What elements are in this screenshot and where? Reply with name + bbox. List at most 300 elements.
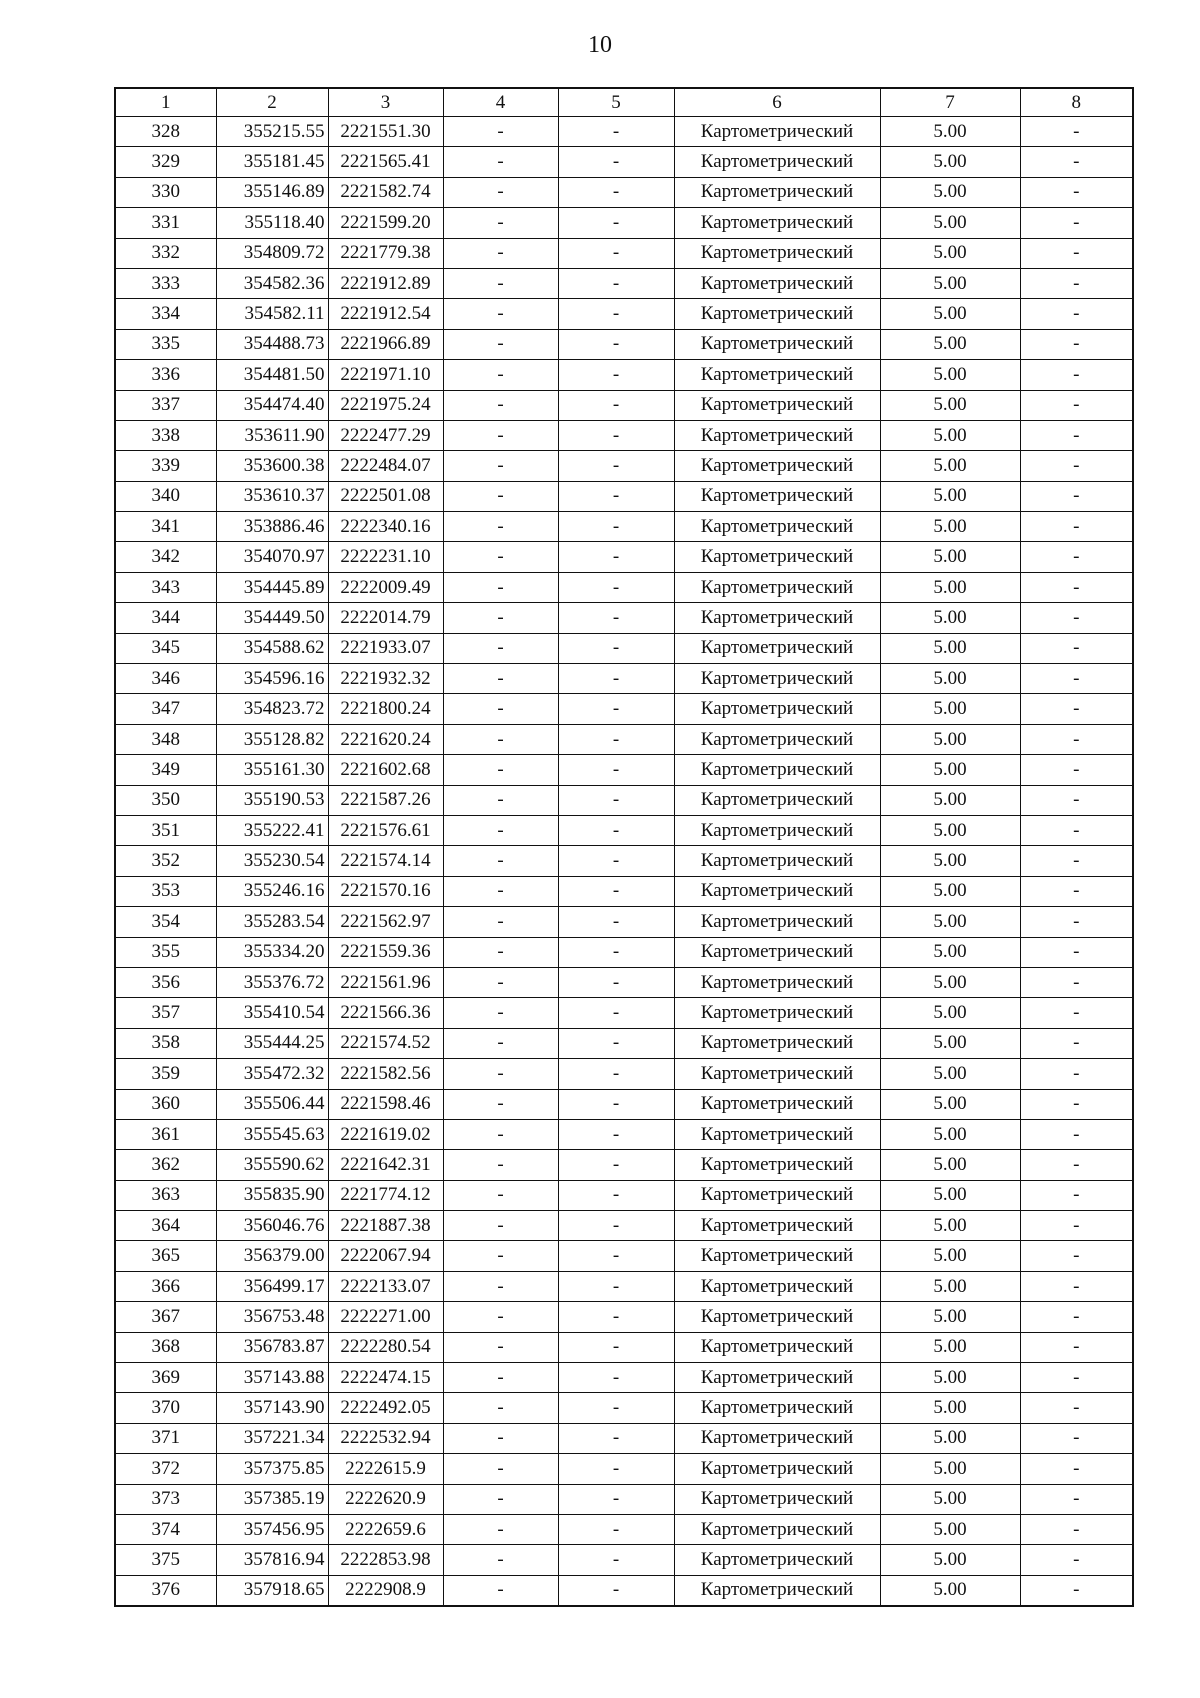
- table-row: [115, 1302, 1133, 1332]
- accuracy-cell: 5.00: [880, 572, 1020, 602]
- y-coordinate-cell: 2221599.20: [328, 208, 443, 238]
- point-number-cell: 361: [115, 1119, 216, 1149]
- col5-cell: -: [558, 694, 674, 724]
- y-coordinate-cell: 2221966.89: [328, 329, 443, 359]
- x-coordinate-cell: 355181.45: [216, 147, 328, 177]
- accuracy-cell: 5.00: [880, 1575, 1020, 1606]
- col8-cell: -: [1020, 1575, 1133, 1606]
- y-coordinate-cell: 2221620.24: [328, 724, 443, 754]
- method-cell: Картометрический: [674, 481, 880, 511]
- accuracy-cell: 5.00: [880, 329, 1020, 359]
- table-row: [115, 967, 1133, 997]
- point-number-cell: 355: [115, 937, 216, 967]
- col8-cell: -: [1020, 390, 1133, 420]
- x-coordinate-cell: 357143.90: [216, 1393, 328, 1423]
- col4-cell: -: [443, 481, 558, 511]
- x-coordinate-cell: 357816.94: [216, 1545, 328, 1575]
- col8-cell: -: [1020, 1180, 1133, 1210]
- point-number-cell: 356: [115, 967, 216, 997]
- point-number-cell: 359: [115, 1059, 216, 1089]
- accuracy-cell: 5.00: [880, 1302, 1020, 1332]
- col5-cell: -: [558, 846, 674, 876]
- col8-cell: -: [1020, 664, 1133, 694]
- col4-cell: -: [443, 117, 558, 147]
- accuracy-cell: 5.00: [880, 694, 1020, 724]
- accuracy-cell: 5.00: [880, 147, 1020, 177]
- accuracy-cell: 5.00: [880, 1028, 1020, 1058]
- table-row: [115, 1059, 1133, 1089]
- table-row: [115, 815, 1133, 845]
- col5-cell: -: [558, 1393, 674, 1423]
- y-coordinate-cell: 2221774.12: [328, 1180, 443, 1210]
- y-coordinate-cell: 2221642.31: [328, 1150, 443, 1180]
- col8-cell: -: [1020, 238, 1133, 268]
- col8-cell: -: [1020, 724, 1133, 754]
- accuracy-cell: 5.00: [880, 451, 1020, 481]
- point-number-cell: 349: [115, 755, 216, 785]
- point-number-cell: 369: [115, 1363, 216, 1393]
- point-number-cell: 353: [115, 876, 216, 906]
- point-number-cell: 339: [115, 451, 216, 481]
- col8-cell: -: [1020, 360, 1133, 390]
- accuracy-cell: 5.00: [880, 390, 1020, 420]
- method-cell: Картометрический: [674, 998, 880, 1028]
- y-coordinate-cell: 2221587.26: [328, 785, 443, 815]
- col4-cell: -: [443, 967, 558, 997]
- y-coordinate-cell: 2222271.00: [328, 1302, 443, 1332]
- col4-cell: -: [443, 512, 558, 542]
- col5-cell: -: [558, 1028, 674, 1058]
- col8-cell: -: [1020, 1150, 1133, 1180]
- table-row: [115, 907, 1133, 937]
- col4-cell: -: [443, 998, 558, 1028]
- table-row: [115, 542, 1133, 572]
- col8-cell: -: [1020, 572, 1133, 602]
- col5-cell: -: [558, 603, 674, 633]
- col5-cell: -: [558, 1180, 674, 1210]
- accuracy-cell: 5.00: [880, 967, 1020, 997]
- point-number-cell: 354: [115, 907, 216, 937]
- x-coordinate-cell: 354823.72: [216, 694, 328, 724]
- point-number-cell: 357: [115, 998, 216, 1028]
- col4-cell: -: [443, 1119, 558, 1149]
- col8-cell: -: [1020, 1271, 1133, 1301]
- col8-cell: -: [1020, 451, 1133, 481]
- col5-cell: -: [558, 329, 674, 359]
- x-coordinate-cell: 357385.19: [216, 1484, 328, 1514]
- accuracy-cell: 5.00: [880, 937, 1020, 967]
- table-row: [115, 1363, 1133, 1393]
- col5-cell: -: [558, 1119, 674, 1149]
- point-number-cell: 360: [115, 1089, 216, 1119]
- col4-cell: -: [443, 937, 558, 967]
- col5-cell: -: [558, 481, 674, 511]
- table-row: [115, 1393, 1133, 1423]
- table-row: [115, 876, 1133, 906]
- col8-cell: -: [1020, 694, 1133, 724]
- point-number-cell: 368: [115, 1332, 216, 1362]
- col4-cell: -: [443, 542, 558, 572]
- y-coordinate-cell: 2222853.98: [328, 1545, 443, 1575]
- col5-cell: -: [558, 117, 674, 147]
- col5-cell: -: [558, 937, 674, 967]
- table-row: [115, 846, 1133, 876]
- accuracy-cell: 5.00: [880, 177, 1020, 207]
- col4-cell: -: [443, 603, 558, 633]
- col5-cell: -: [558, 1271, 674, 1301]
- col5-cell: -: [558, 633, 674, 663]
- col5-cell: -: [558, 1454, 674, 1484]
- table-row: [115, 572, 1133, 602]
- y-coordinate-cell: 2222009.49: [328, 572, 443, 602]
- col5-cell: -: [558, 1211, 674, 1241]
- y-coordinate-cell: 2222067.94: [328, 1241, 443, 1271]
- table-row: [115, 299, 1133, 329]
- col4-cell: -: [443, 1089, 558, 1119]
- col5-cell: -: [558, 1302, 674, 1332]
- y-coordinate-cell: 2221975.24: [328, 390, 443, 420]
- table-row: [115, 1484, 1133, 1514]
- method-cell: Картометрический: [674, 1363, 880, 1393]
- accuracy-cell: 5.00: [880, 998, 1020, 1028]
- point-number-cell: 342: [115, 542, 216, 572]
- y-coordinate-cell: 2222484.07: [328, 451, 443, 481]
- col4-cell: -: [443, 785, 558, 815]
- point-number-cell: 350: [115, 785, 216, 815]
- point-number-cell: 343: [115, 572, 216, 602]
- x-coordinate-cell: 355146.89: [216, 177, 328, 207]
- col4-cell: -: [443, 1332, 558, 1362]
- y-coordinate-cell: 2221551.30: [328, 117, 443, 147]
- accuracy-cell: 5.00: [880, 1059, 1020, 1089]
- point-number-cell: 362: [115, 1150, 216, 1180]
- col8-cell: -: [1020, 512, 1133, 542]
- table-row: [115, 238, 1133, 268]
- col5-cell: -: [558, 1150, 674, 1180]
- method-cell: Картометрический: [674, 1150, 880, 1180]
- y-coordinate-cell: 2222474.15: [328, 1363, 443, 1393]
- col4-cell: -: [443, 1150, 558, 1180]
- table-row: [115, 1241, 1133, 1271]
- point-number-cell: 366: [115, 1271, 216, 1301]
- point-number-cell: 363: [115, 1180, 216, 1210]
- accuracy-cell: 5.00: [880, 603, 1020, 633]
- x-coordinate-cell: 357456.95: [216, 1514, 328, 1544]
- method-cell: Картометрический: [674, 1545, 880, 1575]
- table-row: [115, 1211, 1133, 1241]
- y-coordinate-cell: 2221912.89: [328, 268, 443, 298]
- col8-cell: -: [1020, 998, 1133, 1028]
- method-cell: Картометрический: [674, 238, 880, 268]
- x-coordinate-cell: 356783.87: [216, 1332, 328, 1362]
- col5-cell: -: [558, 512, 674, 542]
- accuracy-cell: 5.00: [880, 208, 1020, 238]
- table-row: [115, 694, 1133, 724]
- table-row: [115, 603, 1133, 633]
- x-coordinate-cell: 355506.44: [216, 1089, 328, 1119]
- table-row: [115, 360, 1133, 390]
- y-coordinate-cell: 2221800.24: [328, 694, 443, 724]
- col8-cell: -: [1020, 603, 1133, 633]
- method-cell: Картометрический: [674, 633, 880, 663]
- x-coordinate-cell: 355472.32: [216, 1059, 328, 1089]
- point-number-cell: 365: [115, 1241, 216, 1271]
- accuracy-cell: 5.00: [880, 238, 1020, 268]
- col8-cell: -: [1020, 1059, 1133, 1089]
- col4-cell: -: [443, 390, 558, 420]
- accuracy-cell: 5.00: [880, 1211, 1020, 1241]
- column-header-6: 6: [674, 88, 880, 117]
- y-coordinate-cell: 2221576.61: [328, 815, 443, 845]
- accuracy-cell: 5.00: [880, 1484, 1020, 1514]
- col4-cell: -: [443, 907, 558, 937]
- method-cell: Картометрический: [674, 1332, 880, 1362]
- x-coordinate-cell: 355246.16: [216, 876, 328, 906]
- col8-cell: -: [1020, 177, 1133, 207]
- accuracy-cell: 5.00: [880, 1150, 1020, 1180]
- col4-cell: -: [443, 238, 558, 268]
- y-coordinate-cell: 2221574.52: [328, 1028, 443, 1058]
- x-coordinate-cell: 357221.34: [216, 1423, 328, 1453]
- accuracy-cell: 5.00: [880, 420, 1020, 450]
- col5-cell: -: [558, 1089, 674, 1119]
- point-number-cell: 334: [115, 299, 216, 329]
- x-coordinate-cell: 355128.82: [216, 724, 328, 754]
- page-number: 10: [588, 32, 612, 58]
- col5-cell: -: [558, 755, 674, 785]
- col8-cell: -: [1020, 299, 1133, 329]
- col8-cell: -: [1020, 1454, 1133, 1484]
- x-coordinate-cell: 354481.50: [216, 360, 328, 390]
- col4-cell: -: [443, 755, 558, 785]
- col4-cell: -: [443, 208, 558, 238]
- col8-cell: -: [1020, 420, 1133, 450]
- y-coordinate-cell: 2221619.02: [328, 1119, 443, 1149]
- col5-cell: -: [558, 1484, 674, 1514]
- method-cell: Картометрический: [674, 1454, 880, 1484]
- x-coordinate-cell: 355283.54: [216, 907, 328, 937]
- x-coordinate-cell: 353610.37: [216, 481, 328, 511]
- col8-cell: -: [1020, 1545, 1133, 1575]
- y-coordinate-cell: 2222501.08: [328, 481, 443, 511]
- x-coordinate-cell: 355222.41: [216, 815, 328, 845]
- col8-cell: -: [1020, 1514, 1133, 1544]
- col4-cell: -: [443, 451, 558, 481]
- y-coordinate-cell: 2221574.14: [328, 846, 443, 876]
- col8-cell: -: [1020, 633, 1133, 663]
- col5-cell: -: [558, 876, 674, 906]
- table-row: [115, 208, 1133, 238]
- x-coordinate-cell: 354070.97: [216, 542, 328, 572]
- method-cell: Картометрический: [674, 785, 880, 815]
- x-coordinate-cell: 355118.40: [216, 208, 328, 238]
- col8-cell: -: [1020, 846, 1133, 876]
- y-coordinate-cell: 2222659.6: [328, 1514, 443, 1544]
- col4-cell: -: [443, 572, 558, 602]
- col8-cell: -: [1020, 1332, 1133, 1362]
- col8-cell: -: [1020, 1423, 1133, 1453]
- col8-cell: -: [1020, 481, 1133, 511]
- point-number-cell: 376: [115, 1575, 216, 1606]
- y-coordinate-cell: 2222477.29: [328, 420, 443, 450]
- x-coordinate-cell: 356499.17: [216, 1271, 328, 1301]
- point-number-cell: 367: [115, 1302, 216, 1332]
- accuracy-cell: 5.00: [880, 724, 1020, 754]
- x-coordinate-cell: 355376.72: [216, 967, 328, 997]
- accuracy-cell: 5.00: [880, 360, 1020, 390]
- col5-cell: -: [558, 1575, 674, 1606]
- method-cell: Картометрический: [674, 572, 880, 602]
- column-header-2: 2: [216, 88, 328, 117]
- y-coordinate-cell: 2221933.07: [328, 633, 443, 663]
- method-cell: Картометрический: [674, 846, 880, 876]
- y-coordinate-cell: 2222532.94: [328, 1423, 443, 1453]
- col5-cell: -: [558, 451, 674, 481]
- method-cell: Картометрический: [674, 177, 880, 207]
- col4-cell: -: [443, 1484, 558, 1514]
- col4-cell: -: [443, 815, 558, 845]
- x-coordinate-cell: 355545.63: [216, 1119, 328, 1149]
- accuracy-cell: 5.00: [880, 1423, 1020, 1453]
- col4-cell: -: [443, 1028, 558, 1058]
- y-coordinate-cell: 2221602.68: [328, 755, 443, 785]
- coordinates-table: [114, 87, 1134, 1607]
- col8-cell: -: [1020, 1211, 1133, 1241]
- accuracy-cell: 5.00: [880, 268, 1020, 298]
- col5-cell: -: [558, 1545, 674, 1575]
- table-row: [115, 1180, 1133, 1210]
- point-number-cell: 370: [115, 1393, 216, 1423]
- method-cell: Картометрический: [674, 420, 880, 450]
- col4-cell: -: [443, 1575, 558, 1606]
- point-number-cell: 336: [115, 360, 216, 390]
- point-number-cell: 332: [115, 238, 216, 268]
- col5-cell: -: [558, 998, 674, 1028]
- accuracy-cell: 5.00: [880, 1180, 1020, 1210]
- table-row: [115, 329, 1133, 359]
- col8-cell: -: [1020, 329, 1133, 359]
- table-row: [115, 1150, 1133, 1180]
- column-header-1: 1: [115, 88, 216, 117]
- method-cell: Картометрический: [674, 1119, 880, 1149]
- accuracy-cell: 5.00: [880, 542, 1020, 572]
- col4-cell: -: [443, 420, 558, 450]
- y-coordinate-cell: 2221570.16: [328, 876, 443, 906]
- point-number-cell: 375: [115, 1545, 216, 1575]
- col4-cell: -: [443, 1059, 558, 1089]
- method-cell: Картометрический: [674, 1514, 880, 1544]
- y-coordinate-cell: 2221971.10: [328, 360, 443, 390]
- x-coordinate-cell: 354809.72: [216, 238, 328, 268]
- x-coordinate-cell: 357918.65: [216, 1575, 328, 1606]
- method-cell: Картометрический: [674, 694, 880, 724]
- y-coordinate-cell: 2221912.54: [328, 299, 443, 329]
- accuracy-cell: 5.00: [880, 755, 1020, 785]
- accuracy-cell: 5.00: [880, 1545, 1020, 1575]
- x-coordinate-cell: 354582.11: [216, 299, 328, 329]
- col8-cell: -: [1020, 1302, 1133, 1332]
- point-number-cell: 331: [115, 208, 216, 238]
- col4-cell: -: [443, 876, 558, 906]
- table-row: [115, 633, 1133, 663]
- x-coordinate-cell: 355410.54: [216, 998, 328, 1028]
- y-coordinate-cell: 2221559.36: [328, 937, 443, 967]
- col4-cell: -: [443, 268, 558, 298]
- method-cell: Картометрический: [674, 117, 880, 147]
- accuracy-cell: 5.00: [880, 1089, 1020, 1119]
- table-row: [115, 1454, 1133, 1484]
- x-coordinate-cell: 356379.00: [216, 1241, 328, 1271]
- table-row: [115, 390, 1133, 420]
- col5-cell: -: [558, 268, 674, 298]
- col5-cell: -: [558, 390, 674, 420]
- accuracy-cell: 5.00: [880, 664, 1020, 694]
- col4-cell: -: [443, 360, 558, 390]
- point-number-cell: 344: [115, 603, 216, 633]
- method-cell: Картометрический: [674, 724, 880, 754]
- col4-cell: -: [443, 1302, 558, 1332]
- accuracy-cell: 5.00: [880, 1514, 1020, 1544]
- x-coordinate-cell: 354588.62: [216, 633, 328, 663]
- x-coordinate-cell: 356753.48: [216, 1302, 328, 1332]
- method-cell: Картометрический: [674, 360, 880, 390]
- point-number-cell: 341: [115, 512, 216, 542]
- col8-cell: -: [1020, 268, 1133, 298]
- col8-cell: -: [1020, 755, 1133, 785]
- point-number-cell: 374: [115, 1514, 216, 1544]
- point-number-cell: 348: [115, 724, 216, 754]
- point-number-cell: 328: [115, 117, 216, 147]
- x-coordinate-cell: 354596.16: [216, 664, 328, 694]
- method-cell: Картометрический: [674, 451, 880, 481]
- point-number-cell: 373: [115, 1484, 216, 1514]
- accuracy-cell: 5.00: [880, 1241, 1020, 1271]
- method-cell: Картометрический: [674, 937, 880, 967]
- method-cell: Картометрический: [674, 299, 880, 329]
- col5-cell: -: [558, 177, 674, 207]
- col5-cell: -: [558, 724, 674, 754]
- table-row: [115, 937, 1133, 967]
- accuracy-cell: 5.00: [880, 1119, 1020, 1149]
- col8-cell: -: [1020, 1241, 1133, 1271]
- method-cell: Картометрический: [674, 755, 880, 785]
- table-row: [115, 755, 1133, 785]
- table-row: [115, 481, 1133, 511]
- y-coordinate-cell: 2222340.16: [328, 512, 443, 542]
- col5-cell: -: [558, 907, 674, 937]
- col8-cell: -: [1020, 1119, 1133, 1149]
- col8-cell: -: [1020, 785, 1133, 815]
- point-number-cell: 329: [115, 147, 216, 177]
- table-row: [115, 724, 1133, 754]
- col5-cell: -: [558, 572, 674, 602]
- col4-cell: -: [443, 1454, 558, 1484]
- method-cell: Картометрический: [674, 603, 880, 633]
- x-coordinate-cell: 353600.38: [216, 451, 328, 481]
- table-row: [115, 177, 1133, 207]
- col5-cell: -: [558, 815, 674, 845]
- col8-cell: -: [1020, 542, 1133, 572]
- method-cell: Картометрический: [674, 208, 880, 238]
- point-number-cell: 340: [115, 481, 216, 511]
- y-coordinate-cell: 2222133.07: [328, 1271, 443, 1301]
- point-number-cell: 351: [115, 815, 216, 845]
- col8-cell: -: [1020, 117, 1133, 147]
- y-coordinate-cell: 2222615.9: [328, 1454, 443, 1484]
- col5-cell: -: [558, 1332, 674, 1362]
- table-row: [115, 512, 1133, 542]
- y-coordinate-cell: 2221887.38: [328, 1211, 443, 1241]
